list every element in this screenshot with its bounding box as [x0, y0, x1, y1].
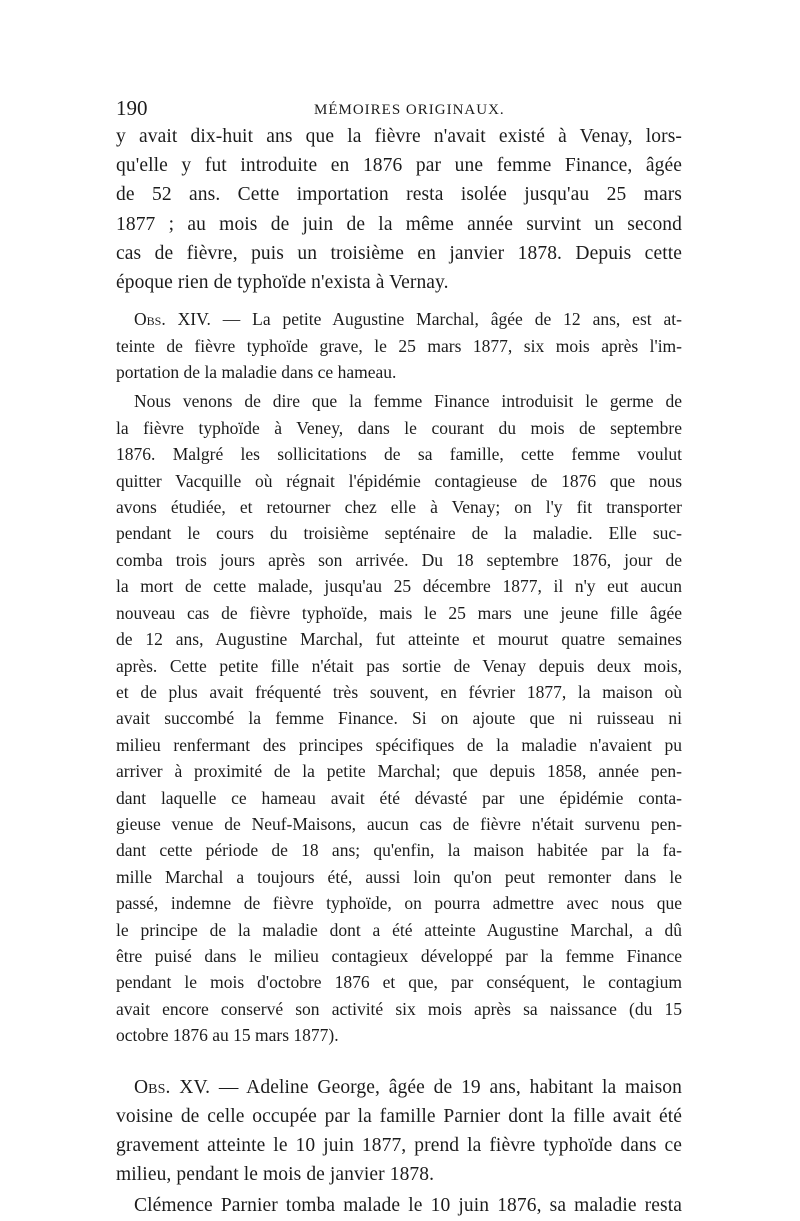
text-line: comba trois jours après son arrivée. Du 18 septembre 1876, jour de [116, 549, 682, 570]
page-header [116, 96, 682, 122]
text-line [116, 306, 682, 332]
text-line: avait encore conservé son activité six mois après sa naissance (du 15 [116, 998, 682, 1019]
text-line: teinte de fièvre typhoïde grave, le 25 mars 1877, six mois après l'im- [116, 335, 682, 356]
text-fragment: — Adeline George, âgée de 19 ans, habitant la maison [210, 1076, 682, 1098]
text-line: être puisé dans le milieu contagieux développé par la femme Finance [116, 945, 682, 966]
observation-label: Obs. XV. [134, 1076, 211, 1098]
paragraph-obs14-discussion [116, 388, 682, 1048]
text-line: dant laquelle ce hameau avait été dévasté par une épidémie conta- [116, 787, 682, 808]
text-line: quitter Vacquille où régnait l'épidémie contagieuse de 1876 que nous [116, 470, 682, 491]
text-fragment: — La petite Augustine Marchal, âgée de 12 ans, est at- [210, 309, 682, 330]
text-line: milieu, pendant le mois de janvier 1878. [116, 1164, 435, 1186]
text-line [116, 1073, 682, 1102]
running-title: MÉMOIRES ORIGINAUX. [314, 102, 505, 118]
observation-xv [116, 1073, 682, 1190]
text-line: milieu renfermant des principes spécifiques de la maladie n'avaient pu [116, 734, 682, 755]
text-line: portation de la maladie dans ce hameau. [116, 362, 397, 383]
text-line: arriver à proximité de la petite Marchal; que depuis 1858, année pen- [116, 761, 682, 782]
text-line: 1876. Malgré les sollicitations de sa famille, cette femme voulut [116, 444, 682, 465]
text-line: le principe de la maladie dont a été atteinte Augustine Marchal, a dû [116, 919, 682, 940]
text-line: pendant le mois d'octobre 1876 et que, par conséquent, le contagium [116, 972, 682, 993]
text-line: gravement atteinte le 10 juin 1877, prend la fièvre typhoïde dans ce [116, 1135, 682, 1156]
text-line: pendant le cours du troisième septénaire de la maladie. Elle suc- [116, 523, 682, 544]
paragraph-obs15-discussion [116, 1191, 682, 1220]
text-line: de 12 ans, Augustine Marchal, fut atteinte et mourut quatre semaines [116, 629, 682, 650]
text-line: gieuse venue de Neuf-Maisons, aucun cas de fièvre n'était survenu pen- [116, 813, 682, 834]
text-line: dant cette période de 18 ans; qu'enfin, la maison habitée par la fa- [116, 840, 682, 861]
book-page [116, 96, 682, 1221]
text-line: cas de fièvre, puis un troisième en janvier 1878. Depuis cette [116, 242, 682, 264]
text-line: avons étudiée, et retourner chez elle à Venay; on l'y fit transporter [116, 497, 682, 518]
paragraph-intro [116, 122, 682, 297]
text-line: époque rien de typhoïde n'exista à Vernay. [116, 272, 449, 294]
text-line: nouveau cas de fièvre typhoïde, mais le 25 mars une jeune fille âgée [116, 602, 682, 623]
text-line: mille Marchal a toujours été, aussi loin qu'on peut remonter dans le [116, 866, 682, 887]
page-number: 190 [116, 96, 148, 120]
text-line: de 52 ans. Cette importation resta isolée jusqu'au 25 mars [116, 184, 682, 206]
text-line: Clémence Parnier tomba malade le 10 juin 1876, sa maladie resta [134, 1195, 682, 1217]
text-line: la fièvre typhoïde à Veney, dans le courant du mois de septembre [116, 417, 682, 438]
text-line: octobre 1876 au 15 mars 1877). [116, 1025, 339, 1046]
text-line: avait succombé la femme Finance. Si on ajoute que ni ruisseau ni [116, 708, 682, 729]
observation-xiv [116, 306, 682, 385]
text-line: passé, indemne de fièvre typhoïde, on pourra admettre avec nous que [116, 893, 682, 914]
text-line: après. Cette petite fille n'était pas sortie de Venay depuis deux mois, [116, 655, 682, 676]
text-line: qu'elle y fut introduite en 1876 par une femme Finance, âgée [116, 155, 682, 177]
text-line: voisine de celle occupée par la famille Parnier dont la fille avait été [116, 1105, 682, 1127]
text-line: et de plus avait fréquenté très souvent, en février 1877, la maison où [116, 681, 682, 702]
observation-label: Obs. XIV. [134, 309, 211, 330]
text-line: y avait dix-huit ans que la fièvre n'avait existé à Venay, lors- [116, 126, 682, 147]
text-line: 1877 ; au mois de juin de la même année survint un second [116, 213, 682, 235]
text-line: Nous venons de dire que la femme Finance introduisit le germe de [134, 391, 682, 412]
text-line: la mort de cette malade, jusqu'au 25 décembre 1877, il n'y eut aucun [116, 576, 682, 597]
